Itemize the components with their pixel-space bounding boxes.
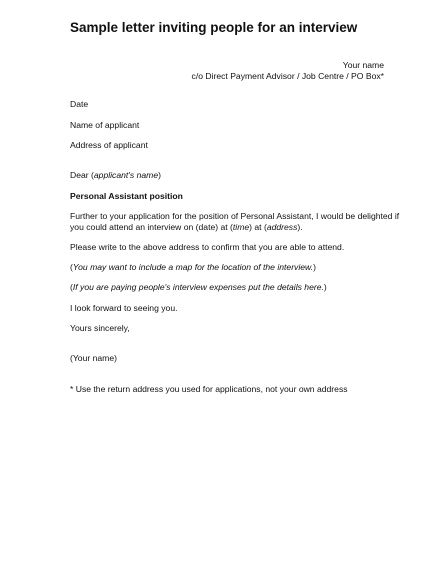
paragraph-1-line-1: Further to your application for the position of Personal Assistant, I would be delighted if — [70, 211, 400, 221]
note-expenses-close: ) — [323, 282, 327, 292]
sender-block — [192, 60, 384, 82]
document-title: Sample letter inviting people for an interview — [70, 20, 358, 35]
salutation-prefix: Dear ( — [70, 170, 94, 180]
para1-text-c: ). — [297, 222, 303, 232]
para1-address: address — [266, 222, 298, 232]
note-map-close: ) — [313, 262, 317, 272]
salutation-placeholder: applicant's name — [93, 170, 159, 180]
paragraph-2: Please write to the above address to confirm that you are able to attend. — [70, 242, 345, 252]
paragraph-1-line-2 — [70, 222, 303, 234]
salutation-suffix: ) — [158, 170, 161, 180]
para1-text-b: ) at ( — [249, 222, 267, 232]
note-map — [70, 262, 316, 274]
note-expenses-text: If you are paying people's interview expenses put the details here. — [72, 282, 324, 292]
para1-time: time — [232, 222, 250, 232]
applicant-name: Name of applicant — [70, 120, 140, 130]
signoff: Yours sincerely, — [70, 323, 130, 333]
subject-line: Personal Assistant position — [70, 191, 183, 201]
footnote: * Use the return address you used for applications, not your own address — [70, 384, 348, 394]
sender-address: c/o Direct Payment Advisor / Job Centre / PO Box* — [191, 71, 384, 81]
note-map-text: You may want to include a map for the location of the interview. — [72, 262, 314, 272]
note-expenses-open: ( — [70, 282, 73, 292]
date-line: Date — [70, 99, 89, 109]
signature: (Your name) — [70, 353, 117, 363]
applicant-address: Address of applicant — [70, 140, 148, 150]
note-expenses — [70, 282, 327, 294]
sender-name: Your name — [342, 60, 384, 70]
para1-text-a: you could attend an interview on (date) at ( — [70, 222, 233, 232]
salutation — [70, 170, 161, 182]
closing-line: I look forward to seeing you. — [70, 303, 178, 313]
note-map-open: ( — [70, 262, 73, 272]
